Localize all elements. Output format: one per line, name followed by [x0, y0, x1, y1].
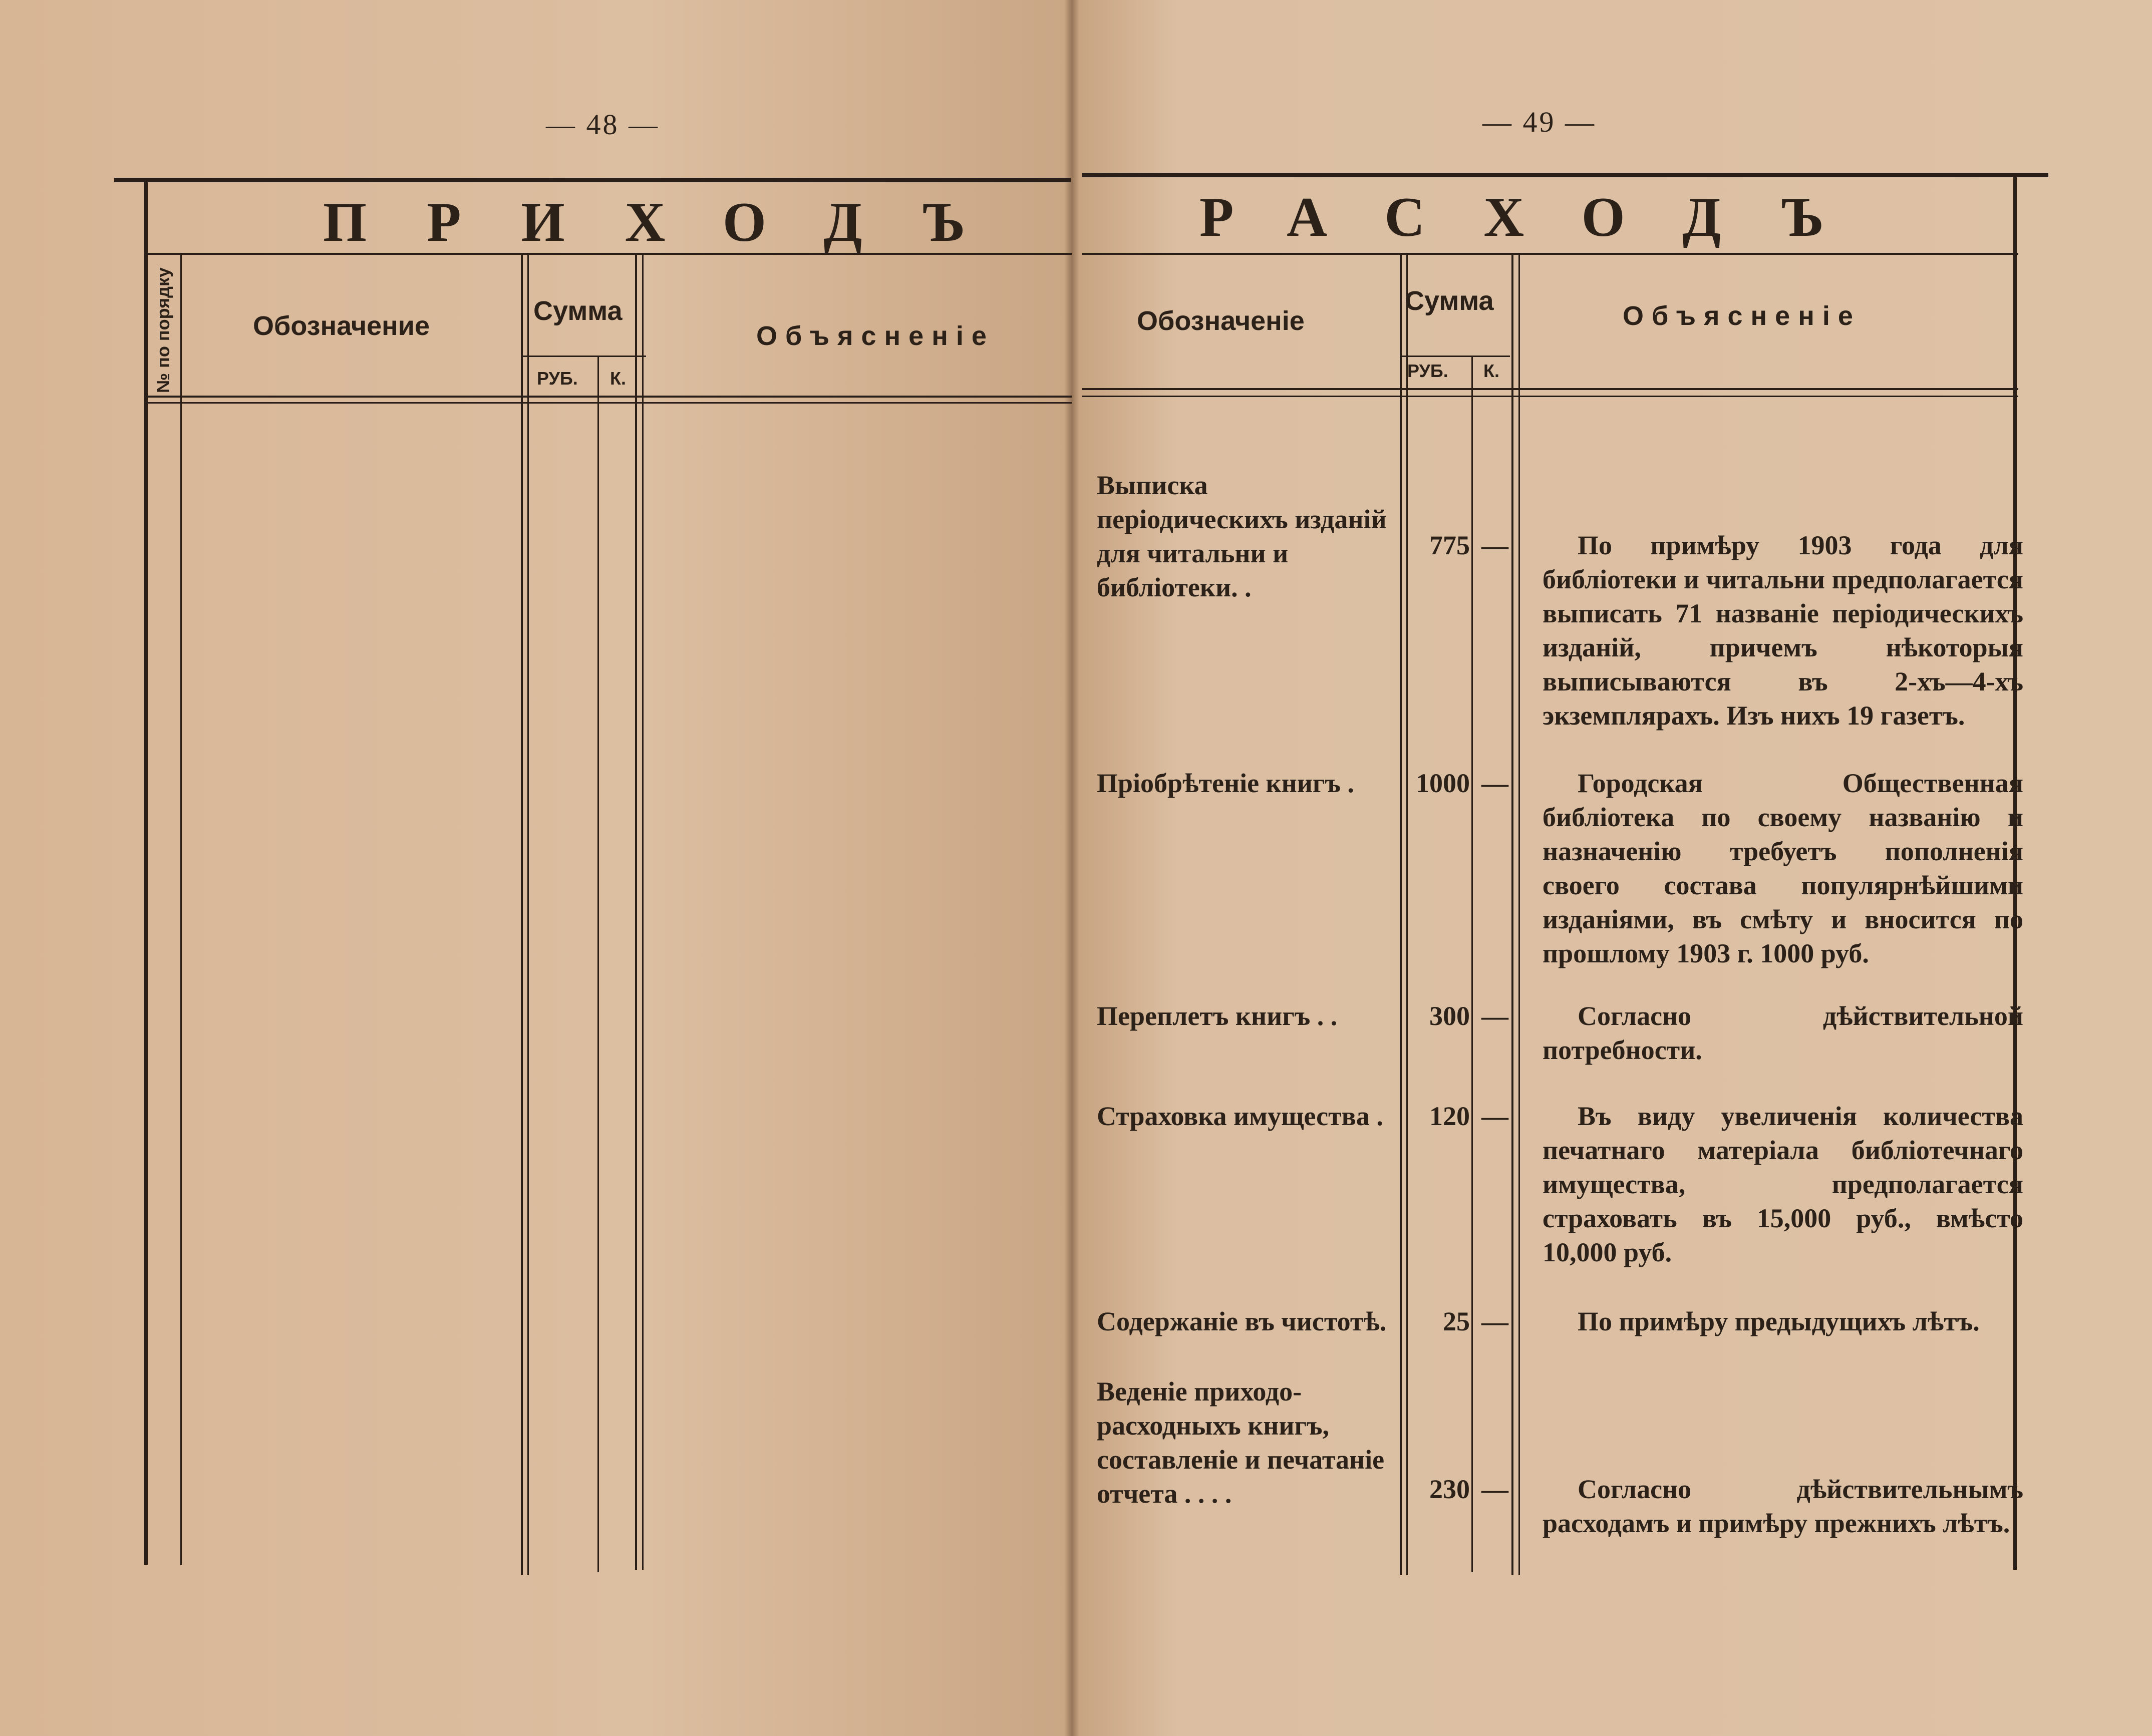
row-2-explanation: Городская Общественная библiотека по своему названiю и назначенiю требуетъ пополненiя своего состава популярнѣйшими изданiями, въ смѣту и вносится по прошлому 1903 г. 1000 руб. [1543, 768, 2023, 968]
header-rub-left: РУБ. [537, 368, 578, 389]
row-6-rub: 230 [1429, 1474, 1470, 1504]
row-4-designation: Страховка имущества . [1097, 1101, 1383, 1131]
designation-col-rule-2 [527, 253, 529, 1575]
row-2-kop: — [1481, 768, 1508, 798]
table-top-rule [114, 178, 1071, 182]
header-bottom-rule [145, 396, 1072, 398]
row-5-kop: — [1481, 1306, 1508, 1336]
row-5-designation: Содержанiе въ чистотѣ. [1097, 1306, 1387, 1336]
page-title-left: ПРИХОДЪ [323, 191, 1026, 253]
row-4-kop: — [1481, 1101, 1508, 1131]
header-designation-left: Обозначение [253, 311, 430, 341]
header-top-rule [145, 253, 1072, 255]
page-number-left: — 48 — [546, 108, 660, 141]
row-6-kop: — [1481, 1474, 1508, 1504]
kop-col-rule-right [1511, 253, 1513, 1575]
header-rub-right: РУБ. [1407, 361, 1448, 381]
row-1-kop: — [1481, 530, 1508, 560]
kop-col-rule-right-2 [1518, 253, 1520, 1575]
row-2-rub: 1000 [1416, 768, 1470, 798]
row-3-explanation: Согласно дѣйствительной потребности. [1543, 1001, 2023, 1065]
header-kop-right: К. [1483, 361, 1499, 381]
book-gutter [1064, 0, 1079, 1736]
header-top-rule-right [1082, 253, 2018, 255]
row-6-designation: Веденiе приходо-расходныхъ книгъ, составленiе и печатанiе отчета . . . . [1097, 1376, 1385, 1509]
designation-col-rule-right-2 [1406, 253, 1408, 1575]
rub-col-rule [597, 356, 599, 1572]
row-3-designation: Переплетъ книгъ . . [1097, 1001, 1338, 1031]
row-6-explanation: Согласно дѣйствительнымъ расходамъ и примѣру прежнихъ лѣтъ. [1543, 1474, 2023, 1538]
kop-col-rule-2 [642, 253, 644, 1570]
show-through-text [601, 466, 1052, 1467]
row-5-rub: 25 [1443, 1306, 1470, 1336]
kop-col-rule [635, 253, 637, 1570]
header-kop-left: К. [610, 368, 626, 389]
row-5-explanation: По примѣру предыдущихъ лѣтъ. [1578, 1306, 1980, 1336]
header-explanation-left: Объясненiе [756, 321, 995, 351]
row-1-designation: Выписка перiодическихъ изданiй для читальни и библiотеки. . [1097, 470, 1387, 602]
rub-col-rule-right [1471, 356, 1473, 1572]
header-number: № по порядку [153, 267, 173, 393]
header-bottom-rule-right-2 [1082, 396, 2018, 397]
row-4-rub: 120 [1429, 1101, 1470, 1131]
row-3-rub: 300 [1429, 1001, 1470, 1031]
row-2-designation: Прiобрѣтенiе книгъ . [1097, 768, 1354, 798]
table-top-rule-right [1082, 173, 2048, 177]
row-1-explanation: По примѣру 1903 года для библiотеки и читальни предполагается выписать 71 названiе перiодическихъ изданiй, причемъ нѣкоторыя выписываются въ 2-хъ—4-хъ экземплярахъ. Изъ нихъ 19 газетъ. [1543, 530, 2023, 731]
sum-sub-rule-right [1400, 356, 1510, 357]
sum-sub-rule [521, 356, 646, 357]
number-col-rule [180, 253, 182, 1565]
left-border [144, 178, 148, 1565]
designation-col-rule-right [1400, 253, 1402, 1575]
header-designation-right: Обозначенiе [1137, 306, 1305, 336]
designation-col-rule [521, 253, 523, 1575]
header-bottom-rule-2 [145, 402, 1072, 404]
row-1-rub: 775 [1429, 530, 1470, 560]
row-4-explanation: Въ виду увеличенiя количества печатнаго матерiала библiотечнаго имущества, предполагается страховать въ 15,000 руб., вмѣсто 10,000 руб. [1543, 1101, 2023, 1267]
header-bottom-rule-right [1082, 388, 2018, 390]
row-3-kop: — [1481, 1001, 1508, 1031]
page-number-right: — 49 — [1482, 106, 1596, 138]
header-sum-right: Сумма [1405, 286, 1494, 316]
header-sum-left: Сумма [533, 296, 623, 326]
header-explanation-right: Объясненiе [1623, 301, 1861, 331]
page-title-right: РАСХОДЪ [1199, 186, 1884, 248]
